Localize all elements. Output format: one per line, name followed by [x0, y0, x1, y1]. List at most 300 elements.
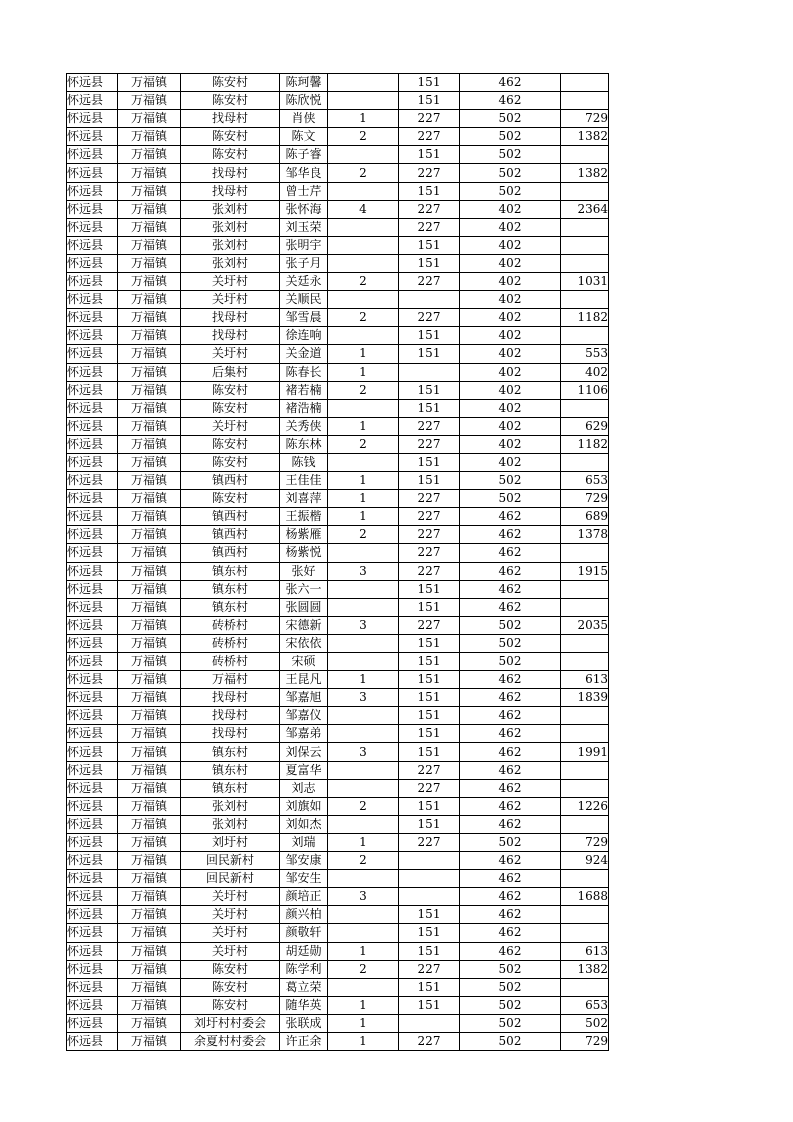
total-cell — [561, 291, 609, 309]
town-cell: 万福镇 — [118, 743, 181, 761]
town-cell: 万福镇 — [118, 725, 181, 743]
table-row — [67, 218, 609, 236]
town-cell: 万福镇 — [118, 870, 181, 888]
subsidy-b-cell: 402 — [460, 435, 561, 453]
total-cell — [561, 598, 609, 616]
county-cell: 怀远县 — [67, 815, 118, 833]
name-cell: 肖侠 — [280, 110, 328, 128]
table-row — [67, 544, 609, 562]
county-cell: 怀远县 — [67, 888, 118, 906]
county-cell: 怀远县 — [67, 309, 118, 327]
county-cell: 怀远县 — [67, 924, 118, 942]
total-cell: 1182 — [561, 309, 609, 327]
subsidy-a-cell: 151 — [399, 472, 460, 490]
subsidy-a-cell: 227 — [399, 309, 460, 327]
name-cell: 陈珂馨 — [280, 74, 328, 92]
total-cell — [561, 74, 609, 92]
table-row — [67, 273, 609, 291]
village-cell: 陈安村 — [181, 960, 280, 978]
county-cell: 怀远县 — [67, 363, 118, 381]
subsidy-b-cell: 502 — [460, 616, 561, 634]
village-cell: 张刘村 — [181, 797, 280, 815]
table-row — [67, 236, 609, 254]
table-row — [67, 634, 609, 652]
name-cell: 张好 — [280, 562, 328, 580]
name-cell: 邹安康 — [280, 852, 328, 870]
town-cell: 万福镇 — [118, 888, 181, 906]
county-cell: 怀远县 — [67, 254, 118, 272]
count-cell: 1 — [328, 110, 399, 128]
subsidy-b-cell: 502 — [460, 182, 561, 200]
total-cell: 653 — [561, 996, 609, 1014]
count-cell: 1 — [328, 942, 399, 960]
subsidy-b-cell: 402 — [460, 363, 561, 381]
town-cell: 万福镇 — [118, 92, 181, 110]
subsidy-a-cell: 151 — [399, 345, 460, 363]
subsidy-a-cell: 151 — [399, 906, 460, 924]
total-cell — [561, 924, 609, 942]
village-cell: 找母村 — [181, 182, 280, 200]
total-cell: 402 — [561, 363, 609, 381]
subsidy-b-cell: 462 — [460, 689, 561, 707]
total-cell: 1382 — [561, 164, 609, 182]
village-cell: 万福村 — [181, 671, 280, 689]
count-cell — [328, 634, 399, 652]
subsidy-b-cell: 462 — [460, 942, 561, 960]
total-cell — [561, 761, 609, 779]
count-cell: 3 — [328, 743, 399, 761]
subsidy-b-cell: 402 — [460, 327, 561, 345]
subsidy-a-cell: 227 — [399, 164, 460, 182]
county-cell: 怀远县 — [67, 978, 118, 996]
table-row — [67, 345, 609, 363]
total-cell: 1382 — [561, 960, 609, 978]
table-row — [67, 110, 609, 128]
county-cell: 怀远县 — [67, 1014, 118, 1032]
count-cell — [328, 327, 399, 345]
count-cell: 1 — [328, 1014, 399, 1032]
village-cell: 关圩村 — [181, 417, 280, 435]
count-cell — [328, 291, 399, 309]
data-table — [66, 73, 609, 1051]
village-cell: 关圩村 — [181, 906, 280, 924]
name-cell: 宋德新 — [280, 616, 328, 634]
village-cell: 陈安村 — [181, 490, 280, 508]
county-cell: 怀远县 — [67, 236, 118, 254]
village-cell: 陈安村 — [181, 146, 280, 164]
subsidy-b-cell: 502 — [460, 164, 561, 182]
subsidy-a-cell: 227 — [399, 435, 460, 453]
count-cell — [328, 725, 399, 743]
table-row — [67, 960, 609, 978]
count-cell — [328, 544, 399, 562]
count-cell: 2 — [328, 960, 399, 978]
village-cell: 砖桥村 — [181, 634, 280, 652]
count-cell — [328, 399, 399, 417]
total-cell: 553 — [561, 345, 609, 363]
town-cell: 万福镇 — [118, 236, 181, 254]
county-cell: 怀远县 — [67, 870, 118, 888]
village-cell: 镇西村 — [181, 544, 280, 562]
total-cell — [561, 327, 609, 345]
subsidy-a-cell: 227 — [399, 110, 460, 128]
name-cell: 关秀侠 — [280, 417, 328, 435]
subsidy-b-cell: 402 — [460, 273, 561, 291]
table-row — [67, 671, 609, 689]
name-cell: 褚浩楠 — [280, 399, 328, 417]
subsidy-a-cell: 151 — [399, 689, 460, 707]
county-cell: 怀远县 — [67, 164, 118, 182]
table-row — [67, 182, 609, 200]
village-cell: 陈安村 — [181, 453, 280, 471]
table-row — [67, 200, 609, 218]
name-cell: 张圆圆 — [280, 598, 328, 616]
subsidy-b-cell: 462 — [460, 870, 561, 888]
village-cell: 镇西村 — [181, 472, 280, 490]
subsidy-a-cell: 227 — [399, 490, 460, 508]
village-cell: 找母村 — [181, 164, 280, 182]
subsidy-a-cell: 151 — [399, 671, 460, 689]
total-cell — [561, 236, 609, 254]
subsidy-a-cell: 151 — [399, 580, 460, 598]
total-cell: 2035 — [561, 616, 609, 634]
table-row — [67, 978, 609, 996]
subsidy-a-cell: 151 — [399, 453, 460, 471]
subsidy-b-cell: 462 — [460, 707, 561, 725]
count-cell — [328, 653, 399, 671]
subsidy-a-cell: 151 — [399, 327, 460, 345]
town-cell: 万福镇 — [118, 200, 181, 218]
subsidy-a-cell: 227 — [399, 200, 460, 218]
subsidy-a-cell: 151 — [399, 924, 460, 942]
count-cell: 1 — [328, 472, 399, 490]
subsidy-a-cell: 227 — [399, 562, 460, 580]
total-cell: 924 — [561, 852, 609, 870]
count-cell — [328, 254, 399, 272]
county-cell: 怀远县 — [67, 960, 118, 978]
count-cell: 1 — [328, 1032, 399, 1050]
county-cell: 怀远县 — [67, 381, 118, 399]
table-row — [67, 743, 609, 761]
name-cell: 陈子睿 — [280, 146, 328, 164]
total-cell — [561, 92, 609, 110]
county-cell: 怀远县 — [67, 616, 118, 634]
total-cell: 729 — [561, 490, 609, 508]
subsidy-b-cell: 402 — [460, 453, 561, 471]
town-cell: 万福镇 — [118, 616, 181, 634]
subsidy-a-cell: 151 — [399, 254, 460, 272]
total-cell: 1182 — [561, 435, 609, 453]
subsidy-a-cell: 227 — [399, 526, 460, 544]
county-cell: 怀远县 — [67, 417, 118, 435]
total-cell — [561, 182, 609, 200]
total-cell — [561, 653, 609, 671]
subsidy-a-cell: 151 — [399, 92, 460, 110]
county-cell: 怀远县 — [67, 1032, 118, 1050]
name-cell: 胡廷勋 — [280, 942, 328, 960]
subsidy-a-cell: 227 — [399, 761, 460, 779]
county-cell: 怀远县 — [67, 725, 118, 743]
total-cell — [561, 254, 609, 272]
table-row — [67, 616, 609, 634]
town-cell: 万福镇 — [118, 906, 181, 924]
village-cell: 陈安村 — [181, 996, 280, 1014]
town-cell: 万福镇 — [118, 128, 181, 146]
town-cell: 万福镇 — [118, 779, 181, 797]
county-cell: 怀远县 — [67, 128, 118, 146]
town-cell: 万福镇 — [118, 363, 181, 381]
table-row — [67, 598, 609, 616]
subsidy-b-cell: 462 — [460, 508, 561, 526]
name-cell: 刘志 — [280, 779, 328, 797]
subsidy-a-cell: 151 — [399, 399, 460, 417]
town-cell: 万福镇 — [118, 472, 181, 490]
county-cell: 怀远县 — [67, 634, 118, 652]
count-cell: 2 — [328, 381, 399, 399]
county-cell: 怀远县 — [67, 996, 118, 1014]
subsidy-a-cell — [399, 1014, 460, 1032]
village-cell: 后集村 — [181, 363, 280, 381]
village-cell: 刘圩村村委会 — [181, 1014, 280, 1032]
name-cell: 张子月 — [280, 254, 328, 272]
table-row — [67, 1014, 609, 1032]
village-cell: 陈安村 — [181, 435, 280, 453]
count-cell — [328, 761, 399, 779]
county-cell: 怀远县 — [67, 653, 118, 671]
subsidy-b-cell: 462 — [460, 779, 561, 797]
town-cell: 万福镇 — [118, 634, 181, 652]
subsidy-a-cell: 151 — [399, 653, 460, 671]
county-cell: 怀远县 — [67, 598, 118, 616]
town-cell: 万福镇 — [118, 273, 181, 291]
subsidy-a-cell: 151 — [399, 74, 460, 92]
table-row — [67, 653, 609, 671]
table-row — [67, 128, 609, 146]
subsidy-a-cell: 227 — [399, 417, 460, 435]
village-cell: 镇西村 — [181, 508, 280, 526]
town-cell: 万福镇 — [118, 653, 181, 671]
county-cell: 怀远县 — [67, 345, 118, 363]
county-cell: 怀远县 — [67, 508, 118, 526]
town-cell: 万福镇 — [118, 453, 181, 471]
subsidy-b-cell: 462 — [460, 815, 561, 833]
table-row — [67, 92, 609, 110]
name-cell: 褚若楠 — [280, 381, 328, 399]
table-row — [67, 490, 609, 508]
village-cell: 陈安村 — [181, 978, 280, 996]
subsidy-a-cell: 227 — [399, 218, 460, 236]
table-row — [67, 996, 609, 1014]
subsidy-b-cell: 502 — [460, 1032, 561, 1050]
name-cell: 陈东林 — [280, 435, 328, 453]
table-row — [67, 472, 609, 490]
subsidy-a-cell: 151 — [399, 942, 460, 960]
total-cell: 1378 — [561, 526, 609, 544]
table-row — [67, 417, 609, 435]
subsidy-a-cell: 227 — [399, 833, 460, 851]
subsidy-b-cell: 502 — [460, 960, 561, 978]
count-cell — [328, 580, 399, 598]
county-cell: 怀远县 — [67, 291, 118, 309]
total-cell: 653 — [561, 472, 609, 490]
name-cell: 宋硕 — [280, 653, 328, 671]
subsidy-a-cell: 151 — [399, 146, 460, 164]
total-cell — [561, 544, 609, 562]
subsidy-a-cell — [399, 888, 460, 906]
subsidy-b-cell: 402 — [460, 345, 561, 363]
count-cell: 1 — [328, 490, 399, 508]
table-row — [67, 309, 609, 327]
town-cell: 万福镇 — [118, 291, 181, 309]
count-cell — [328, 74, 399, 92]
name-cell: 关廷永 — [280, 273, 328, 291]
subsidy-b-cell: 462 — [460, 761, 561, 779]
table-row — [67, 942, 609, 960]
town-cell: 万福镇 — [118, 580, 181, 598]
town-cell: 万福镇 — [118, 490, 181, 508]
count-cell: 1 — [328, 363, 399, 381]
total-cell — [561, 580, 609, 598]
subsidy-a-cell: 227 — [399, 128, 460, 146]
name-cell: 曾士芹 — [280, 182, 328, 200]
county-cell: 怀远县 — [67, 273, 118, 291]
subsidy-b-cell: 402 — [460, 309, 561, 327]
count-cell: 1 — [328, 345, 399, 363]
table-row — [67, 833, 609, 851]
name-cell: 陈文 — [280, 128, 328, 146]
county-cell: 怀远县 — [67, 689, 118, 707]
table-row — [67, 761, 609, 779]
town-cell: 万福镇 — [118, 1032, 181, 1050]
town-cell: 万福镇 — [118, 544, 181, 562]
subsidy-b-cell: 502 — [460, 996, 561, 1014]
count-cell: 2 — [328, 164, 399, 182]
table-row — [67, 580, 609, 598]
county-cell: 怀远县 — [67, 472, 118, 490]
subsidy-b-cell: 462 — [460, 797, 561, 815]
subsidy-b-cell: 402 — [460, 254, 561, 272]
count-cell: 1 — [328, 671, 399, 689]
village-cell: 回民新村 — [181, 870, 280, 888]
name-cell: 颜兴柏 — [280, 906, 328, 924]
village-cell: 陈安村 — [181, 381, 280, 399]
town-cell: 万福镇 — [118, 815, 181, 833]
total-cell — [561, 707, 609, 725]
subsidy-b-cell: 502 — [460, 146, 561, 164]
subsidy-b-cell: 462 — [460, 74, 561, 92]
total-cell: 1106 — [561, 381, 609, 399]
subsidy-b-cell: 402 — [460, 399, 561, 417]
total-cell — [561, 779, 609, 797]
subsidy-b-cell: 502 — [460, 472, 561, 490]
county-cell: 怀远县 — [67, 74, 118, 92]
total-cell — [561, 815, 609, 833]
village-cell: 找母村 — [181, 707, 280, 725]
village-cell: 张刘村 — [181, 218, 280, 236]
subsidy-b-cell: 402 — [460, 381, 561, 399]
count-cell — [328, 146, 399, 164]
name-cell: 徐连响 — [280, 327, 328, 345]
county-cell: 怀远县 — [67, 743, 118, 761]
name-cell: 颜培正 — [280, 888, 328, 906]
county-cell: 怀远县 — [67, 707, 118, 725]
count-cell — [328, 924, 399, 942]
village-cell: 镇西村 — [181, 526, 280, 544]
town-cell: 万福镇 — [118, 671, 181, 689]
total-cell — [561, 634, 609, 652]
name-cell: 刘如杰 — [280, 815, 328, 833]
county-cell: 怀远县 — [67, 182, 118, 200]
total-cell: 1991 — [561, 743, 609, 761]
table-row — [67, 254, 609, 272]
village-cell: 镇东村 — [181, 743, 280, 761]
county-cell: 怀远县 — [67, 580, 118, 598]
county-cell: 怀远县 — [67, 200, 118, 218]
count-cell: 3 — [328, 616, 399, 634]
total-cell — [561, 870, 609, 888]
count-cell: 1 — [328, 996, 399, 1014]
town-cell: 万福镇 — [118, 110, 181, 128]
county-cell: 怀远县 — [67, 544, 118, 562]
subsidy-b-cell: 462 — [460, 526, 561, 544]
total-cell: 629 — [561, 417, 609, 435]
count-cell: 2 — [328, 797, 399, 815]
subsidy-a-cell: 151 — [399, 725, 460, 743]
table-row — [67, 399, 609, 417]
name-cell: 刘瑞 — [280, 833, 328, 851]
count-cell: 4 — [328, 200, 399, 218]
table-row — [67, 707, 609, 725]
town-cell: 万福镇 — [118, 218, 181, 236]
village-cell: 刘圩村 — [181, 833, 280, 851]
town-cell: 万福镇 — [118, 164, 181, 182]
name-cell: 陈学利 — [280, 960, 328, 978]
count-cell: 1 — [328, 833, 399, 851]
village-cell: 找母村 — [181, 110, 280, 128]
count-cell: 2 — [328, 852, 399, 870]
total-cell: 613 — [561, 671, 609, 689]
town-cell: 万福镇 — [118, 924, 181, 942]
name-cell: 刘保云 — [280, 743, 328, 761]
subsidy-a-cell: 227 — [399, 616, 460, 634]
subsidy-b-cell: 502 — [460, 653, 561, 671]
village-cell: 陈安村 — [181, 92, 280, 110]
name-cell: 王振楷 — [280, 508, 328, 526]
town-cell: 万福镇 — [118, 381, 181, 399]
count-cell: 3 — [328, 689, 399, 707]
village-cell: 关圩村 — [181, 273, 280, 291]
village-cell: 余夏村村委会 — [181, 1032, 280, 1050]
subsidy-a-cell — [399, 291, 460, 309]
count-cell: 3 — [328, 562, 399, 580]
name-cell: 宋依依 — [280, 634, 328, 652]
town-cell: 万福镇 — [118, 978, 181, 996]
subsidy-b-cell: 402 — [460, 236, 561, 254]
subsidy-b-cell: 462 — [460, 671, 561, 689]
table-row — [67, 689, 609, 707]
count-cell — [328, 182, 399, 200]
village-cell: 张刘村 — [181, 200, 280, 218]
table-row — [67, 291, 609, 309]
count-cell — [328, 779, 399, 797]
table-row — [67, 363, 609, 381]
name-cell: 颜敬轩 — [280, 924, 328, 942]
count-cell — [328, 92, 399, 110]
county-cell: 怀远县 — [67, 110, 118, 128]
village-cell: 张刘村 — [181, 236, 280, 254]
town-cell: 万福镇 — [118, 146, 181, 164]
subsidy-b-cell: 502 — [460, 634, 561, 652]
